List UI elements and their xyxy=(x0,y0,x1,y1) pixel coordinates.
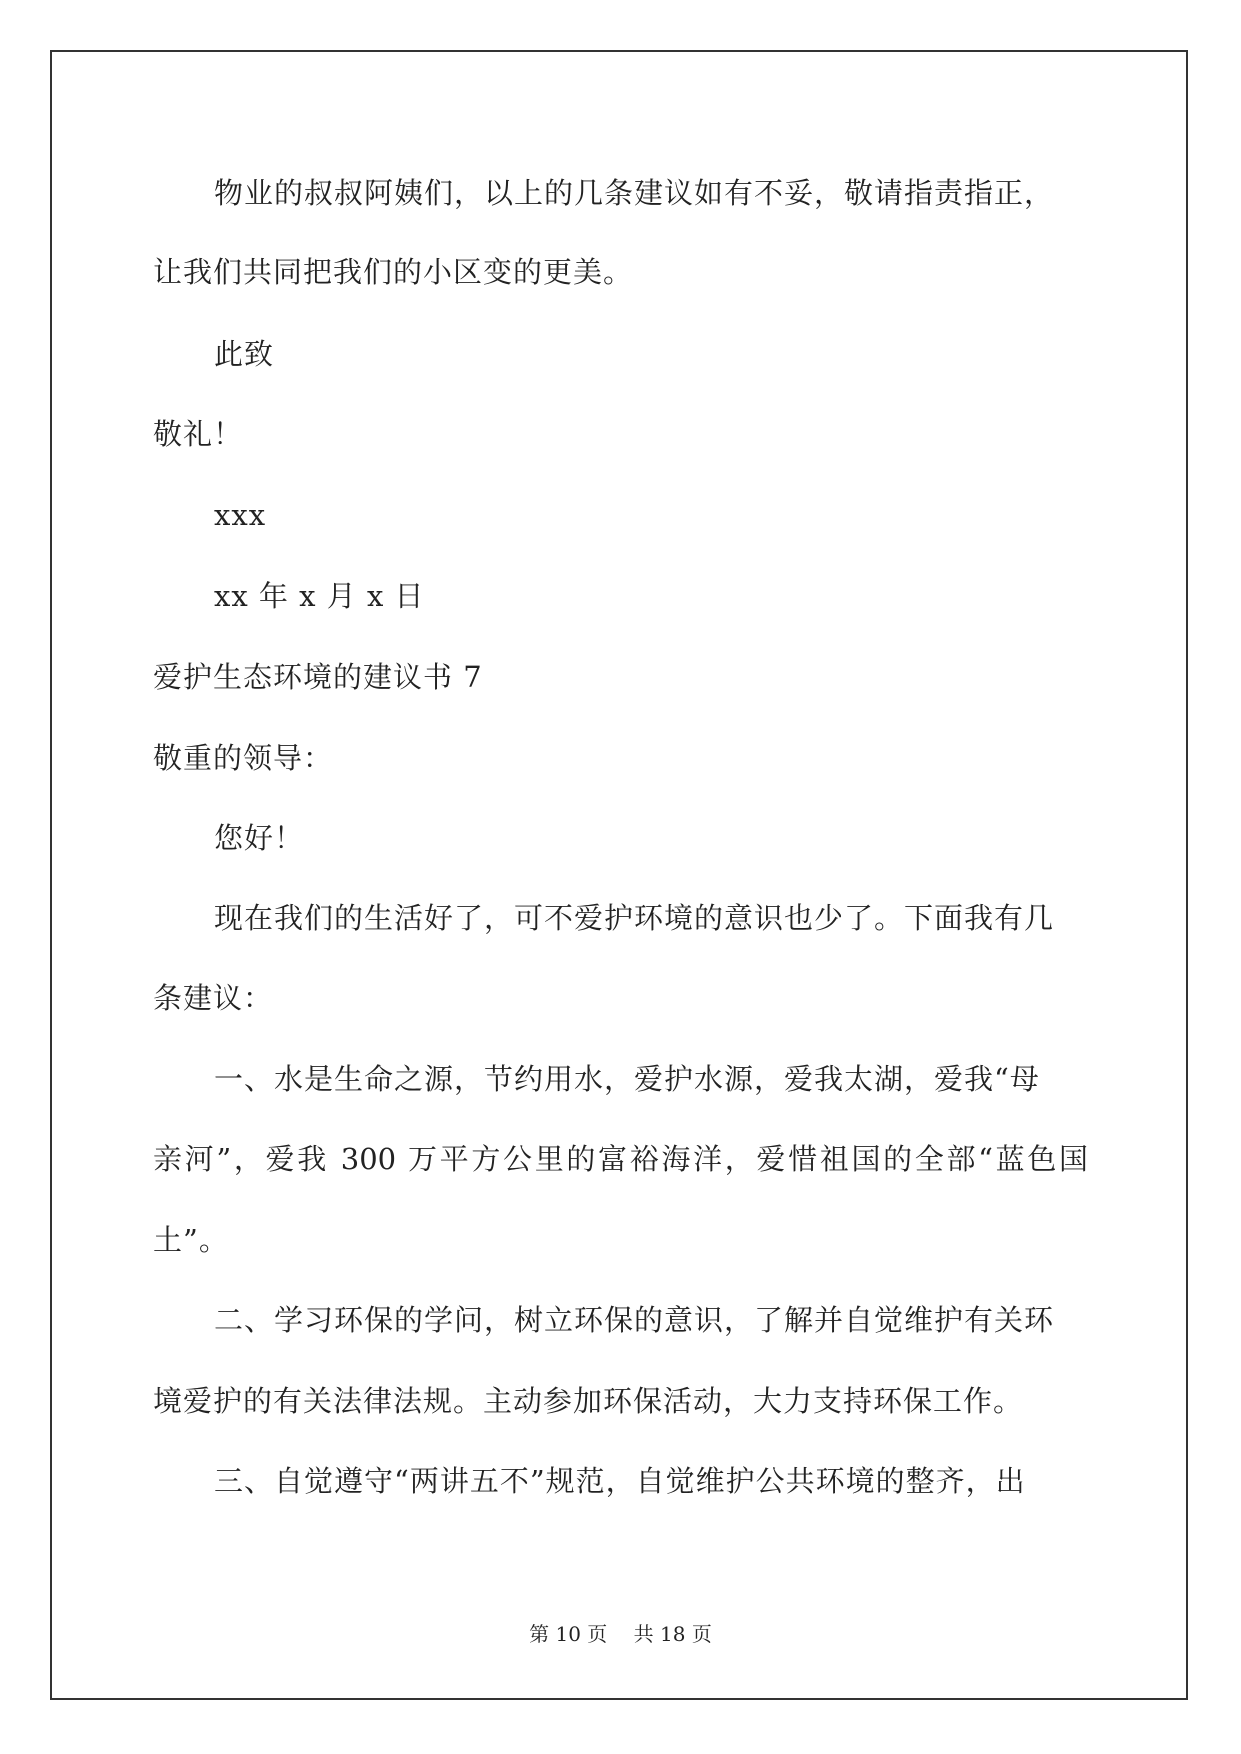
paragraph-line: 现在我们的生活好了，可不爱护环境的意识也少了。下面我有几 xyxy=(214,901,1055,935)
salutation: 敬重的领导： xyxy=(153,741,334,775)
paragraph-line: 一、水是生命之源，节约用水，爱护水源，爱我太湖，爱我“母 xyxy=(214,1062,1040,1096)
closing-line: 此致 xyxy=(214,337,275,371)
greeting: 您好！ xyxy=(214,821,305,855)
signature: xxx xyxy=(214,498,267,532)
paragraph-line: 条建议： xyxy=(153,981,274,1015)
date-line: xx 年 x 月 x 日 xyxy=(214,579,425,613)
page-number-current: 第 10 页 xyxy=(529,1622,608,1646)
closing-line: 敬礼！ xyxy=(153,417,244,451)
paragraph-line: 二、学习环保的学问，树立环保的意识，了解并自觉维护有关环 xyxy=(214,1303,1055,1337)
section-title: 爱护生态环境的建议书 7 xyxy=(153,660,483,694)
paragraph-line: 土”。 xyxy=(153,1223,229,1257)
paragraph-line: 亲河”，爱我 300 万平方公里的富裕海洋，爱惜祖国的全部“蓝色国 xyxy=(153,1142,1088,1176)
paragraph-line: 物业的叔叔阿姨们，以上的几条建议如有不妥，敬请指责指正， xyxy=(214,176,1055,210)
page-number-total: 共 18 页 xyxy=(633,1622,712,1646)
page-footer xyxy=(0,1620,1241,1648)
page-border xyxy=(50,50,1188,1700)
paragraph-line: 三、自觉遵守“两讲五不”规范，自觉维护公共环境的整齐，出 xyxy=(214,1464,1026,1498)
paragraph-line: 境爱护的有关法律法规。主动参加环保活动，大力支持环保工作。 xyxy=(153,1384,1024,1418)
paragraph-line: 让我们共同把我们的小区变的更美。 xyxy=(153,255,634,289)
